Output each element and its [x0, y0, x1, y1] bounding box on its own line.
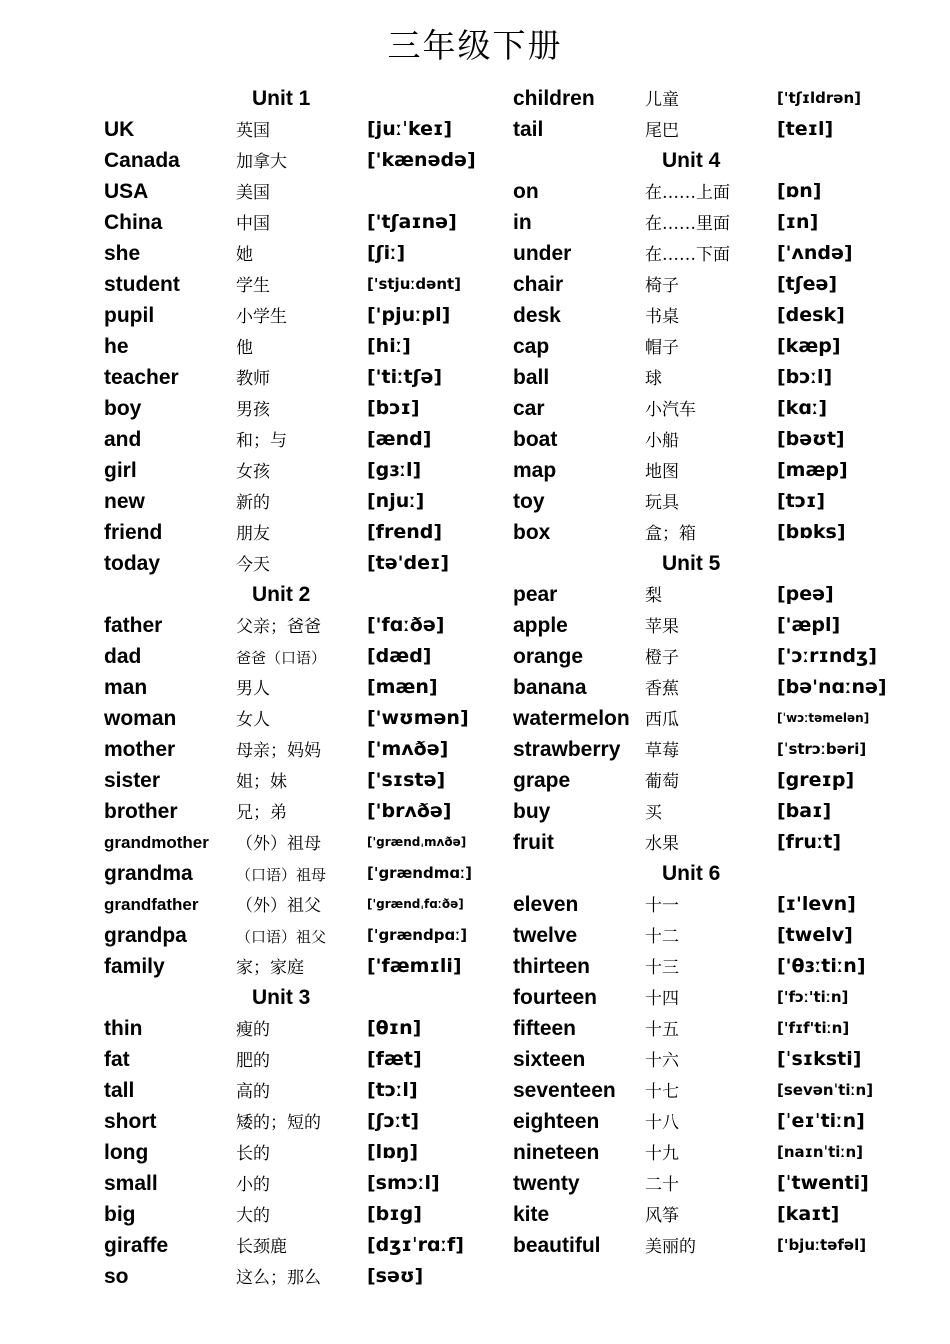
phonetic: [dʒɪˈrɑːf] [367, 1234, 464, 1256]
vocab-row [513, 455, 933, 486]
phonetic: [ænd] [367, 428, 432, 450]
english-word: ball [513, 366, 550, 389]
left-column [104, 83, 504, 1292]
phonetic: [tɔɪ] [777, 490, 826, 512]
phonetic: [juːˈkeɪ] [367, 118, 452, 140]
vocab-row [513, 579, 933, 610]
vocab-row [104, 424, 504, 455]
chinese-meaning: 父亲；爸爸 [236, 617, 321, 637]
english-word: family [104, 955, 165, 978]
phonetic: [smɔːl] [367, 1172, 440, 1194]
english-word: giraffe [104, 1234, 169, 1257]
chinese-meaning: 瘦的 [236, 1020, 270, 1040]
english-word: twenty [513, 1172, 580, 1195]
chinese-meaning: 她 [236, 245, 253, 265]
unit-heading: Unit 6 [662, 862, 721, 885]
vocab-row [104, 1230, 504, 1261]
phonetic: [hiː] [367, 335, 411, 357]
phonetic: [səʊ] [367, 1265, 424, 1287]
phonetic: ['tʃɪldrən] [777, 89, 862, 107]
phonetic: [tʃeə] [777, 273, 838, 295]
vocab-row [513, 641, 933, 672]
vocab-row [104, 393, 504, 424]
vocab-row [513, 114, 933, 145]
unit-heading-row [104, 579, 504, 610]
chinese-meaning: 地图 [645, 462, 679, 482]
chinese-meaning: 男人 [236, 679, 270, 699]
english-word: strawberry [513, 738, 621, 761]
chinese-meaning: 兄；弟 [236, 803, 287, 823]
phonetic: [tə'deɪ] [367, 552, 450, 574]
vocab-row [513, 889, 933, 920]
chinese-meaning: 球 [645, 369, 662, 389]
chinese-meaning: 高的 [236, 1082, 270, 1102]
english-word: fifteen [513, 1017, 576, 1040]
vocab-row [513, 1230, 933, 1261]
chinese-meaning: 在……下面 [645, 245, 730, 265]
vocab-row [513, 517, 933, 548]
chinese-meaning: 十七 [645, 1082, 679, 1102]
phonetic: [frend] [367, 521, 443, 543]
phonetic: [mæn] [367, 676, 438, 698]
vocab-row [513, 796, 933, 827]
english-word: nineteen [513, 1141, 600, 1164]
english-word: in [513, 211, 532, 234]
vocab-row [104, 517, 504, 548]
phonetic: [bɔːl] [777, 366, 833, 388]
phonetic: [bəʊt] [777, 428, 845, 450]
vocab-row [513, 1044, 933, 1075]
vocab-row [104, 300, 504, 331]
english-word: USA [104, 180, 149, 203]
right-column [513, 83, 933, 1261]
english-word: today [104, 552, 161, 575]
chinese-meaning: 加拿大 [236, 152, 287, 172]
english-word: boy [104, 397, 142, 420]
vocab-row [104, 207, 504, 238]
phonetic: [gɜːl] [367, 459, 422, 481]
chinese-meaning: 在……上面 [645, 183, 730, 203]
phonetic: [ɒn] [777, 180, 822, 202]
vocab-row [513, 331, 933, 362]
english-word: kite [513, 1203, 550, 1226]
vocab-row [513, 951, 933, 982]
phonetic: ['grændˌmʌðə] [367, 835, 467, 849]
vocab-row [513, 238, 933, 269]
chinese-meaning: 尾巴 [645, 121, 679, 141]
vocab-row [104, 1168, 504, 1199]
phonetic: [θɪn] [367, 1017, 422, 1039]
english-word: chair [513, 273, 564, 296]
phonetic: [bə'nɑːnə] [777, 676, 887, 698]
english-word: fourteen [513, 986, 597, 1009]
phonetic: [tɔːl] [367, 1079, 418, 1101]
phonetic: ['wʊmən] [367, 707, 469, 729]
english-word: China [104, 211, 163, 234]
chinese-meaning: 肥的 [236, 1051, 270, 1071]
chinese-meaning: 矮的；短的 [236, 1113, 321, 1133]
english-word: grandpa [104, 924, 187, 947]
english-word: and [104, 428, 142, 451]
chinese-meaning: 和；与 [236, 431, 287, 451]
unit-heading: Unit 5 [662, 552, 721, 575]
chinese-meaning: （口语）祖母 [236, 866, 327, 884]
english-word: eleven [513, 893, 579, 916]
chinese-meaning: 姐；妹 [236, 772, 287, 792]
vocab-row [513, 83, 933, 114]
unit-heading-row [104, 982, 504, 1013]
english-word: Canada [104, 149, 180, 172]
phonetic: ['æpl] [777, 614, 841, 636]
phonetic: ['grændpɑː] [367, 926, 468, 944]
english-word: woman [104, 707, 177, 730]
english-word: grandmother [104, 833, 209, 852]
vocab-row [104, 920, 504, 951]
phonetic: [baɪ] [777, 800, 832, 822]
vocab-row [513, 765, 933, 796]
phonetic: ['kænədə] [367, 149, 476, 171]
chinese-meaning: 十八 [645, 1113, 679, 1133]
chinese-meaning: 这么；那么 [236, 1268, 321, 1288]
vocab-row [513, 300, 933, 331]
phonetic: ['pjuːpl] [367, 304, 451, 326]
english-word: eighteen [513, 1110, 600, 1133]
phonetic: [dæd] [367, 645, 432, 667]
chinese-meaning: 中国 [236, 214, 270, 234]
unit-heading-row [513, 145, 933, 176]
english-word: teacher [104, 366, 179, 389]
chinese-meaning: 葡萄 [645, 772, 679, 792]
chinese-meaning: 儿童 [645, 90, 679, 110]
chinese-meaning: 长颈鹿 [236, 1237, 287, 1257]
vocab-row [104, 238, 504, 269]
vocab-row [104, 455, 504, 486]
vocab-row [513, 207, 933, 238]
english-word: car [513, 397, 545, 420]
vocab-row [513, 827, 933, 858]
chinese-meaning: 书桌 [645, 307, 679, 327]
english-word: box [513, 521, 551, 544]
unit-heading: Unit 3 [252, 986, 311, 1009]
vocab-row [513, 176, 933, 207]
page-title: 三年级下册 [387, 26, 563, 65]
vocab-row [104, 1044, 504, 1075]
english-word: thin [104, 1017, 143, 1040]
english-word: new [104, 490, 145, 513]
vocab-row [513, 1199, 933, 1230]
english-word: tall [104, 1079, 135, 1102]
unit-heading: Unit 1 [252, 87, 311, 110]
english-word: he [104, 335, 129, 358]
english-word: sixteen [513, 1048, 586, 1071]
chinese-meaning: 英国 [236, 121, 270, 141]
chinese-meaning: 十九 [645, 1144, 679, 1164]
chinese-meaning: 香蕉 [645, 679, 679, 699]
chinese-meaning: 女人 [236, 710, 270, 730]
phonetic: ['stjuːdənt] [367, 275, 462, 293]
phonetic: [fæt] [367, 1048, 422, 1070]
chinese-meaning: 小船 [645, 431, 679, 451]
vocab-row [513, 672, 933, 703]
chinese-meaning: 十三 [645, 958, 679, 978]
vocab-row [104, 548, 504, 579]
phonetic: ['fæmɪli] [367, 955, 462, 977]
english-word: on [513, 180, 539, 203]
phonetic: [twelv] [777, 924, 853, 946]
vocab-row [513, 610, 933, 641]
phonetic: ['tiːtʃə] [367, 366, 443, 388]
phonetic: [greɪp] [777, 769, 855, 791]
phonetic: [ˈstrɔːbəri] [777, 740, 867, 758]
vocab-row [513, 1106, 933, 1137]
phonetic: [bɔɪ] [367, 397, 420, 419]
chinese-meaning: 西瓜 [645, 710, 679, 730]
chinese-meaning: 风筝 [645, 1206, 679, 1226]
english-word: apple [513, 614, 568, 637]
vocab-row [513, 1137, 933, 1168]
phonetic: [bɪg] [367, 1203, 422, 1225]
vocab-row [513, 982, 933, 1013]
phonetic: [ˈtwenti] [777, 1172, 869, 1194]
vocab-row [104, 1199, 504, 1230]
phonetic: [ˈsɪksti] [777, 1048, 862, 1070]
chinese-meaning: 学生 [236, 276, 270, 296]
vocab-row [104, 176, 504, 207]
vocab-row [104, 858, 504, 889]
english-word: father [104, 614, 163, 637]
chinese-meaning: （口语）祖父 [236, 928, 327, 946]
chinese-meaning: 梨 [645, 586, 662, 606]
english-word: cap [513, 335, 550, 358]
english-word: friend [104, 521, 163, 544]
phonetic: [ˈwɔːtəmelən] [777, 711, 870, 725]
english-word: pupil [104, 304, 155, 327]
vocab-row [104, 114, 504, 145]
phonetic: [ɪn] [777, 211, 819, 233]
vocab-row [104, 796, 504, 827]
unit-heading-row [104, 83, 504, 114]
chinese-meaning: 买 [645, 803, 662, 823]
chinese-meaning: 十四 [645, 989, 679, 1009]
chinese-meaning: 苹果 [645, 617, 679, 637]
english-word: small [104, 1172, 158, 1195]
vocab-row [104, 889, 504, 920]
phonetic: ['grændmɑː] [367, 864, 472, 882]
phonetic: [ˈeɪˈtiːn] [777, 1110, 865, 1132]
english-word: seventeen [513, 1079, 616, 1102]
phonetic: ['ʌndə] [777, 242, 853, 264]
chinese-meaning: 朋友 [236, 524, 270, 544]
chinese-meaning: 今天 [236, 555, 270, 575]
vocab-row [104, 1137, 504, 1168]
vocab-row [104, 331, 504, 362]
vocab-row [104, 362, 504, 393]
phonetic: ['fɔː'tiːn] [777, 988, 849, 1006]
chinese-meaning: 水果 [645, 834, 679, 854]
vocab-row [104, 1013, 504, 1044]
english-word: sister [104, 769, 161, 792]
english-word: thirteen [513, 955, 591, 978]
english-word: short [104, 1110, 157, 1133]
english-word: she [104, 242, 141, 265]
vocab-row [104, 1106, 504, 1137]
english-word: grape [513, 769, 571, 792]
chinese-meaning: 十六 [645, 1051, 679, 1071]
chinese-meaning: 女孩 [236, 462, 270, 482]
phonetic: ['θɜːtiːn] [777, 955, 866, 977]
chinese-meaning: 小汽车 [645, 400, 696, 420]
chinese-meaning: 长的 [236, 1144, 270, 1164]
chinese-meaning: 草莓 [645, 741, 679, 761]
vocab-row [104, 765, 504, 796]
chinese-meaning: 十一 [645, 896, 679, 916]
vocab-row [104, 486, 504, 517]
vocab-row [104, 145, 504, 176]
phonetic: ['grændˌfɑːðə] [367, 897, 464, 911]
english-word: orange [513, 645, 584, 668]
vocab-row [513, 1013, 933, 1044]
vocab-row [104, 672, 504, 703]
english-word: UK [104, 118, 135, 141]
phonetic: [bɒks] [777, 521, 846, 543]
vocab-row [513, 734, 933, 765]
phonetic: ['mʌðə] [367, 738, 449, 760]
chinese-meaning: 男孩 [236, 400, 270, 420]
chinese-meaning: 玩具 [645, 493, 679, 513]
chinese-meaning: 大的 [236, 1206, 270, 1226]
english-word: student [104, 273, 180, 296]
chinese-meaning: 十二 [645, 927, 679, 947]
phonetic: [kaɪt] [777, 1203, 840, 1225]
phonetic: [kɑː] [777, 397, 828, 419]
chinese-meaning: 二十 [645, 1175, 679, 1195]
english-word: buy [513, 800, 551, 823]
english-word: banana [513, 676, 587, 699]
chinese-meaning: 新的 [236, 493, 270, 513]
english-word: dad [104, 645, 142, 668]
phonetic: ['fɑːðə] [367, 614, 445, 636]
vocab-row [104, 703, 504, 734]
phonetic: [njuː] [367, 490, 425, 512]
chinese-meaning: 家；家庭 [236, 958, 304, 978]
phonetic: [mæp] [777, 459, 848, 481]
chinese-meaning: 小学生 [236, 307, 287, 327]
english-word: fruit [513, 831, 554, 854]
vocab-row [104, 641, 504, 672]
vocab-row [513, 393, 933, 424]
vocab-row [104, 734, 504, 765]
phonetic: [sevənˈtiːn] [777, 1081, 874, 1099]
english-word: watermelon [513, 707, 630, 730]
chinese-meaning: 爸爸（口语） [236, 649, 327, 667]
english-word: mother [104, 738, 176, 761]
phonetic: [ʃɔːt] [367, 1110, 419, 1132]
chinese-meaning: 十五 [645, 1020, 679, 1040]
phonetic: ['bjuːtəfəl] [777, 1236, 867, 1254]
english-word: long [104, 1141, 149, 1164]
phonetic: [lɒŋ] [367, 1141, 419, 1163]
chinese-meaning: 他 [236, 338, 253, 358]
chinese-meaning: 小的 [236, 1175, 270, 1195]
phonetic: [fruːt] [777, 831, 842, 853]
phonetic: [teɪl] [777, 118, 834, 140]
chinese-meaning: 椅子 [645, 276, 679, 296]
chinese-meaning: 橙子 [645, 648, 679, 668]
vocab-row [104, 1261, 504, 1292]
chinese-meaning: 在……里面 [645, 214, 730, 234]
english-word: desk [513, 304, 561, 327]
unit-heading-row [513, 858, 933, 889]
english-word: map [513, 459, 557, 482]
english-word: under [513, 242, 572, 265]
chinese-meaning: （外）祖母 [236, 834, 321, 854]
vocab-row [104, 1075, 504, 1106]
unit-heading: Unit 4 [662, 149, 721, 172]
english-word: beautiful [513, 1234, 601, 1257]
phonetic: ['fɪf'tiːn] [777, 1019, 850, 1037]
phonetic: ['tʃaɪnə] [367, 211, 457, 233]
vocab-row [513, 269, 933, 300]
english-word: tail [513, 118, 544, 141]
chinese-meaning: 帽子 [645, 338, 679, 358]
chinese-meaning: 教师 [236, 369, 270, 389]
vocab-row [513, 486, 933, 517]
english-word: toy [513, 490, 545, 513]
vocab-row [513, 920, 933, 951]
english-word: grandfather [104, 895, 199, 914]
vocab-row [513, 424, 933, 455]
phonetic: ['ɔːrɪndʒ] [777, 645, 877, 667]
phonetic: [peə] [777, 583, 834, 605]
vocab-row [513, 703, 933, 734]
phonetic: [ɪ'levn] [777, 893, 856, 915]
english-word: children [513, 87, 595, 110]
english-word: man [104, 676, 148, 699]
phonetic: [naɪnˈtiːn] [777, 1143, 864, 1161]
english-word: so [104, 1265, 129, 1288]
unit-heading-row [513, 548, 933, 579]
english-word: brother [104, 800, 178, 823]
english-word: boat [513, 428, 558, 451]
vocab-row [513, 362, 933, 393]
english-word: twelve [513, 924, 578, 947]
vocab-row [513, 1168, 933, 1199]
phonetic: ['brʌðə] [367, 800, 452, 822]
english-word: girl [104, 459, 137, 482]
vocab-row [104, 269, 504, 300]
vocab-row [104, 610, 504, 641]
vocab-row [513, 1075, 933, 1106]
chinese-meaning: 盒；箱 [645, 524, 696, 544]
chinese-meaning: 美丽的 [645, 1237, 696, 1257]
english-word: grandma [104, 862, 193, 885]
chinese-meaning: （外）祖父 [236, 896, 321, 916]
phonetic: [desk] [777, 304, 845, 326]
phonetic: ['sɪstə] [367, 769, 446, 791]
chinese-meaning: 母亲；妈妈 [236, 741, 321, 761]
english-word: fat [104, 1048, 130, 1071]
phonetic: [ʃiː] [367, 242, 406, 264]
unit-heading: Unit 2 [252, 583, 311, 606]
vocab-row [104, 951, 504, 982]
phonetic: [kæp] [777, 335, 841, 357]
vocab-row [104, 827, 504, 858]
english-word: pear [513, 583, 558, 606]
chinese-meaning: 美国 [236, 183, 270, 203]
english-word: big [104, 1203, 136, 1226]
